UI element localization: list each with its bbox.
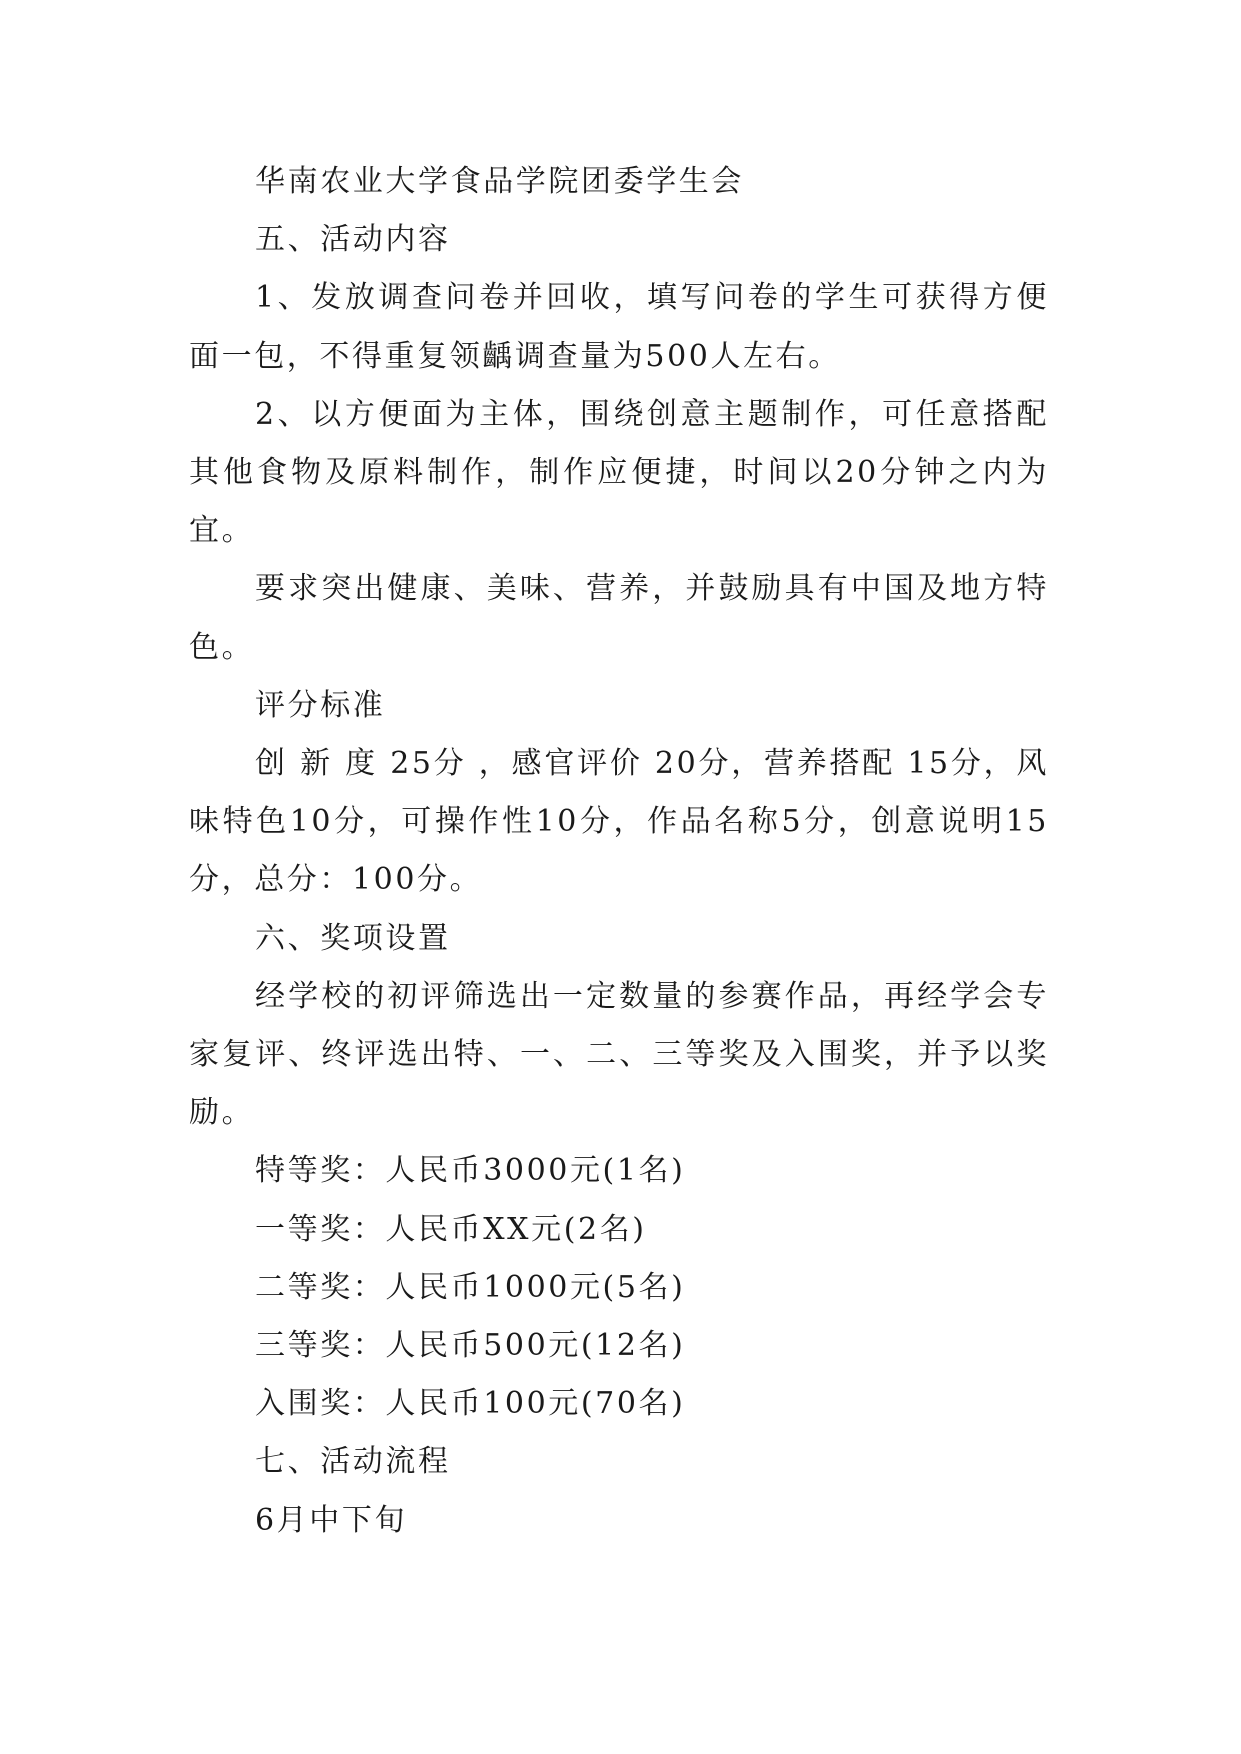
content-item-2: 2、以方便面为主体，围绕创意主题制作，可任意搭配其他食物及原料制作，制作应便捷，时间以20分钟之内为宜。 — [189, 396, 1049, 549]
content-item-1: 1、发放调查问卷并回收，填写问卷的学生可获得方便面一包，不得重复领齲调查量为500人左右。 — [189, 280, 1049, 374]
award-first-prize: 一等奖：人民币XX元(2名) — [255, 1211, 647, 1247]
award-second-prize: 二等奖：人民币1000元(5名) — [255, 1269, 686, 1305]
requirements-paragraph: 要求突出健康、美味、营养，并鼓励具有中国及地方特色。 — [189, 571, 1049, 665]
section-heading-process: 七、活动流程 — [255, 1444, 451, 1480]
section-heading-activity-content: 五、活动内容 — [255, 222, 451, 258]
scoring-criteria: 创 新 度 25分 ，感官评价 20分，营养搭配 15分，风味特色10分，可操作性10分，作品名称5分，创意说明15分，总分：100分。 — [189, 746, 1049, 898]
scoring-heading: 评分标准 — [255, 687, 386, 723]
process-date: 6月中下旬 — [255, 1502, 408, 1538]
document-body — [189, 153, 1049, 1550]
awards-description: 经学校的初评筛选出一定数量的参赛作品，再经学会专家复评、终评选出特、一、二、三等奖及入围奖，并予以奖励。 — [189, 978, 1049, 1131]
section-heading-awards: 六、奖项设置 — [255, 920, 451, 956]
organizer-line: 华南农业大学食品学院团委学生会 — [255, 164, 744, 199]
award-third-prize: 三等奖：人民币500元(12名) — [255, 1328, 686, 1364]
award-finalist: 入围奖：人民币100元(70名) — [255, 1386, 686, 1422]
award-grand-prize: 特等奖：人民币3000元(1名) — [255, 1153, 686, 1189]
